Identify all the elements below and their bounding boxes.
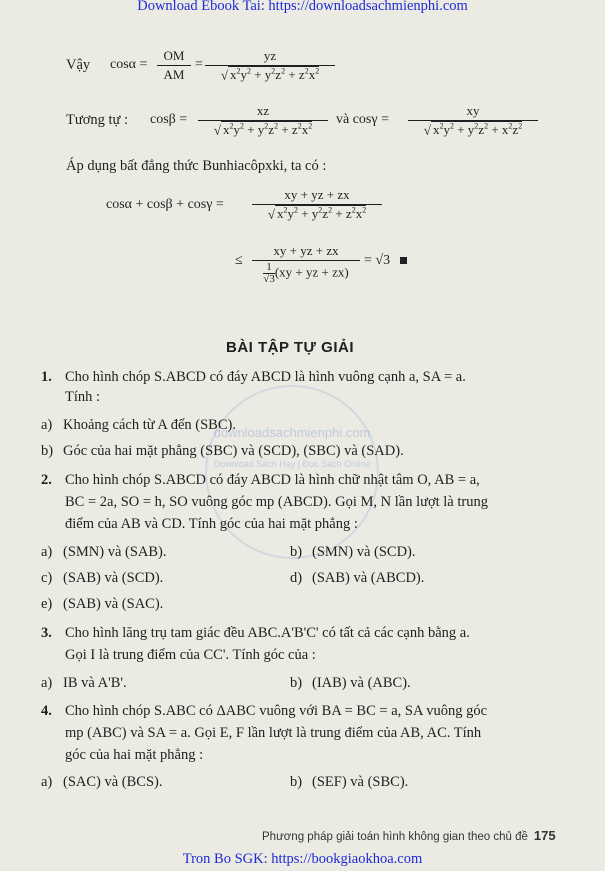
problem-2-line-3: điểm của AB và CD. Tính góc của hai mặt phẳng : — [65, 516, 358, 532]
eq2-frac1-denominator: √ $x^2y^2 + y^2z^2 + z^2x^2$ — [198, 120, 328, 138]
eq4-fraction — [252, 243, 360, 285]
problem-3-line-1: 3. Cho hình lăng trụ tam giác đều ABC.A'B'C' có tất cả các cạnh bằng a. — [41, 625, 470, 641]
watermark-main-text: downloadsachmienphi.com — [213, 425, 371, 440]
problem-3-line-2: Gọi I là trung điểm của CC'. Tính góc của : — [65, 647, 316, 663]
eq3-fraction — [252, 187, 382, 222]
bottom-download-banner[interactable]: Tron Bo SGK: https://bookgiaokhoa.com — [182, 851, 423, 867]
page-number: 175 — [533, 828, 556, 843]
problem-3-option-b: b) (IAB) và (ABC). — [290, 675, 411, 691]
problem-4-line-1: 4. Cho hình chóp S.ABC có ΔABC vuông với BA = BC = a, SA vuông góc — [41, 703, 488, 719]
bunhia-text: Áp dụng bất đẳng thức Bunhiacôpxki, ta có : — [66, 158, 327, 174]
problem-4-number: 4. — [41, 703, 52, 719]
problem-2-option-e: e) (SAB) và (SAC). — [41, 596, 164, 612]
problem-4-option-a: a) (SAC) và (BCS). — [41, 774, 163, 790]
eq1-frac1-numerator: OM — [163, 48, 185, 63]
section-title: BÀI TẬP TỰ GIẢI — [225, 339, 354, 356]
problem-2-option-c: c) (SAB) và (SCD). — [41, 570, 164, 586]
eq4-rhs — [364, 253, 407, 269]
problem-1-option-b: b) Góc của hai mặt phẳng (SBC) và (SCD), (SBC) và (SAD). — [41, 443, 404, 459]
eq2-fraction-xy — [408, 103, 538, 138]
problem-2-line-1: 2. Cho hình chóp S.ABCD có đáy ABCD là hình chữ nhật tâm O, AB = a, — [41, 472, 480, 488]
eq3-lhs: cosα + cosβ + cosγ = — [106, 197, 224, 212]
eq2-lhs: cosβ = — [150, 112, 188, 127]
eq3-numerator: xy + yz + zx — [284, 187, 350, 202]
problem-3-number: 3. — [41, 625, 52, 641]
problem-3-option-a: a) IB và A'B'. — [41, 675, 127, 691]
eq1-label: Vậy — [66, 57, 91, 73]
eq1-fraction-om-am — [157, 48, 191, 83]
problem-4-option-b: b) (SEF) và (SBC). — [290, 774, 409, 790]
eq4-den-rest: (xy + yz + zx) — [274, 264, 349, 280]
watermark-sub-text: Download Sách Hay | Đọc Sách Online — [213, 459, 371, 469]
eq1-fraction-yz — [205, 48, 335, 83]
problem-2-option-b: b) (SMN) và (SCD). — [290, 544, 416, 560]
eq4-denominator: $\frac{1}{√3}$ (xy + yz + zx) — [252, 260, 360, 285]
eq2-frac2-numerator: xy — [466, 103, 480, 118]
problem-4-line-2: mp (ABC) và SA = a. Gọi E, F lần lượt là trung điểm của AB, AC. Tính — [65, 725, 482, 741]
page-footer — [262, 828, 556, 843]
eq3-denominator: √ $x^2y^2 + y^2z^2 + z^2x^2$ — [252, 204, 382, 222]
problem-4-line-3: góc của hai mặt phẳng : — [65, 747, 204, 763]
eq2-frac2-denominator: √ $x^2y^2 + y^2z^2 + x^2z^2$ — [408, 120, 538, 138]
top-download-banner[interactable]: Download Ebook Tai: https://downloadsachmienphi.com — [137, 0, 468, 14]
eq4-rhs-value: = √3 — [364, 253, 391, 268]
problem-1-line-1: 1. Cho hình chóp S.ABCD có đáy ABCD là hình vuông cạnh a, SA = a. — [41, 369, 466, 385]
eq1-equals: = — [195, 57, 203, 72]
eq2-fraction-xz — [198, 103, 328, 138]
problem-2-number: 2. — [41, 472, 52, 488]
eq4-den-one: 1 — [263, 262, 275, 274]
problem-2-option-a: a) (SMN) và (SAB). — [41, 544, 167, 560]
problem-1-line-2: Tính : — [65, 389, 101, 405]
eq1-frac1-denominator: AM — [157, 65, 191, 83]
problem-1-option-a: a) Khoảng cách từ A đến (SBC). — [41, 417, 236, 433]
problem-2-line-2: BC = 2a, SO = h, SO vuông góc mp (ABCD). Gọi M, N lần lượt là trung — [65, 494, 488, 510]
eq2-frac1-numerator: xz — [256, 103, 270, 118]
eq2-and-cosgamma: và cosγ = — [336, 112, 389, 127]
eq1-frac2-numerator: yz — [263, 48, 277, 63]
problem-2-option-d: d) (SAB) và (ABCD). — [290, 570, 425, 586]
footer-book-title: Phương pháp giải toán hình không gian theo chủ đề — [262, 831, 528, 843]
eq2-label: Tương tự : — [66, 112, 129, 128]
qed-square-icon — [400, 257, 407, 264]
eq1-frac2-denominator: √ $x^2y^2 + y^2z^2 + z^2x^2$ — [205, 65, 335, 83]
problem-1-number: 1. — [41, 369, 52, 385]
eq1-lhs: cosα = — [110, 57, 148, 72]
eq4-numerator: xy + yz + zx — [273, 243, 339, 258]
eq4-leq: ≤ — [235, 253, 243, 268]
